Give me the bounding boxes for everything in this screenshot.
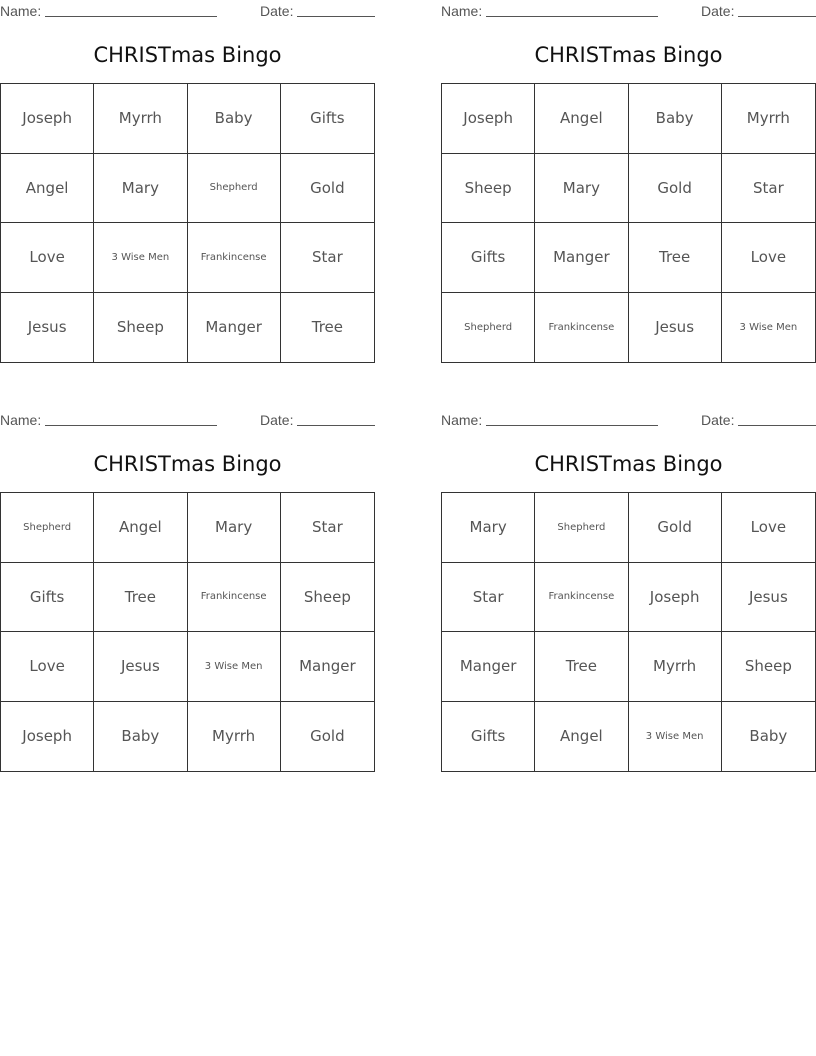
bingo-cell[interactable]: Star [281,493,374,563]
bingo-cell[interactable]: Angel [1,154,94,224]
bingo-cell[interactable]: Shepherd [188,154,281,224]
bingo-cell[interactable]: Tree [629,223,722,293]
bingo-cell[interactable]: Gold [310,727,345,746]
bingo-cell[interactable]: Joseph [442,84,535,154]
bingo-cell[interactable]: Jesus [94,632,187,702]
bingo-cell[interactable]: Frankincense [535,293,628,363]
name-label: Name: [0,3,42,19]
bingo-grid [0,492,375,772]
bingo-cell[interactable]: Baby [94,702,187,772]
bingo-cell[interactable]: Myrrh [722,84,815,154]
bingo-cell[interactable]: 3 Wise Men [739,321,798,333]
bingo-cell[interactable]: Jesus [1,293,94,363]
bingo-grid [0,83,375,363]
date-label: Date: [260,3,294,19]
bingo-cell[interactable]: Mary [94,154,187,224]
bingo-cell[interactable]: Tree [94,563,187,633]
bingo-cell[interactable]: Baby [749,727,788,746]
bingo-cell[interactable]: Myrrh [94,84,187,154]
bingo-cell[interactable]: Manger [281,632,374,702]
bingo-cell[interactable]: Love [1,632,94,702]
bingo-cell[interactable]: Gifts [442,702,535,772]
bingo-cell[interactable]: Baby [629,84,722,154]
bingo-cell[interactable]: Sheep [94,293,187,363]
date-blank-line[interactable] [297,2,375,17]
bingo-cell[interactable]: Angel [94,493,187,563]
bingo-cell[interactable]: Manger [442,632,535,702]
bingo-cell[interactable]: Frankincense [535,563,628,633]
bingo-cell[interactable]: Joseph [1,84,94,154]
bingo-cell[interactable]: Star [281,223,374,293]
bingo-cell[interactable]: Shepherd [1,493,94,563]
bingo-cell[interactable]: Angel [535,702,628,772]
bingo-cell[interactable]: Jesus [629,293,722,363]
bingo-cell[interactable]: Joseph [629,563,722,633]
name-blank-line[interactable] [45,2,217,17]
bingo-cell[interactable]: Shepherd [535,493,628,563]
bingo-grid [441,83,816,363]
bingo-card-3 [0,409,375,773]
bingo-cell[interactable]: Angel [535,84,628,154]
bingo-cell[interactable]: 3 Wise Men [188,632,281,702]
name-blank-line[interactable] [45,411,217,426]
bingo-cell[interactable]: Manger [535,223,628,293]
bingo-cell[interactable]: 3 Wise Men [94,223,187,293]
bingo-cell[interactable]: Mary [442,493,535,563]
bingo-cell[interactable]: Frankincense [188,223,281,293]
bingo-cell[interactable]: Love [722,493,815,563]
bingo-cell[interactable]: Sheep [281,563,374,633]
bingo-cell[interactable]: Gold [629,154,722,224]
bingo-card-4 [441,409,816,773]
bingo-cell[interactable]: Love [1,223,94,293]
bingo-grid [441,492,816,772]
bingo-cell[interactable]: Gold [281,154,374,224]
bingo-cell[interactable]: Love [722,223,815,293]
date-blank-line[interactable] [297,411,375,426]
bingo-cell[interactable]: Sheep [442,154,535,224]
name-blank-line[interactable] [486,2,658,17]
bingo-cell[interactable]: 3 Wise Men [629,702,722,772]
card-title: CHRISTmas Bingo [534,43,723,67]
bingo-cell[interactable]: Gold [629,493,722,563]
bingo-cell[interactable]: Myrrh [629,632,722,702]
bingo-card-1 [0,0,375,364]
date-label: Date: [260,412,294,428]
bingo-cell[interactable]: Myrrh [188,702,281,772]
date-blank-line[interactable] [738,411,816,426]
name-label: Name: [441,3,483,19]
name-label: Name: [441,412,483,428]
name-date-row [0,411,375,429]
name-blank-line[interactable] [486,411,658,426]
bingo-cell[interactable]: Joseph [1,702,94,772]
bingo-cell[interactable]: Sheep [722,632,815,702]
name-date-row [441,2,816,20]
date-label: Date: [701,412,735,428]
bingo-cell[interactable]: Tree [535,632,628,702]
bingo-cell[interactable]: Mary [188,493,281,563]
card-title: CHRISTmas Bingo [93,43,282,67]
date-label: Date: [701,3,735,19]
bingo-cell[interactable]: Mary [535,154,628,224]
name-label: Name: [0,412,42,428]
bingo-cell[interactable]: Manger [188,293,281,363]
bingo-cell[interactable]: Shepherd [442,293,535,363]
bingo-cell[interactable]: Tree [311,318,343,337]
name-date-row [0,2,375,20]
date-blank-line[interactable] [738,2,816,17]
bingo-cell[interactable]: Star [722,154,815,224]
bingo-cell[interactable]: Gifts [442,223,535,293]
bingo-card-2 [441,0,816,364]
card-title: CHRISTmas Bingo [534,452,723,476]
bingo-cell[interactable]: Gifts [1,563,94,633]
bingo-cell[interactable]: Baby [188,84,281,154]
card-title: CHRISTmas Bingo [93,452,282,476]
bingo-cell[interactable]: Jesus [722,563,815,633]
bingo-cell[interactable]: Frankincense [188,563,281,633]
bingo-cell[interactable]: Gifts [281,84,374,154]
bingo-cell[interactable]: Star [442,563,535,633]
name-date-row [441,411,816,429]
